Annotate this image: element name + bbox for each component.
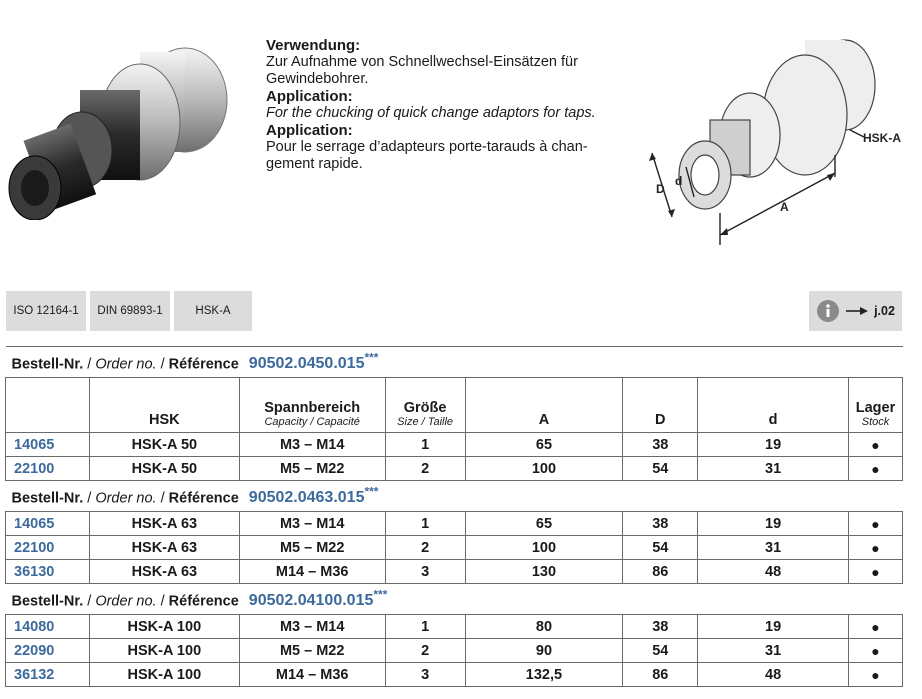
table-row <box>6 512 903 536</box>
cell-capacity: M3 – M14 <box>239 433 385 457</box>
order-label-de: Bestell-Nr. <box>11 356 84 373</box>
norm-badge: HSK-A <box>174 291 252 331</box>
drawing-label-hsk: HSK-A <box>863 131 901 145</box>
table-row <box>6 615 903 639</box>
fr-heading: Application: <box>266 122 353 139</box>
table-row <box>6 663 903 687</box>
fr-line-2: gement rapide. <box>266 156 363 172</box>
cell-article-no[interactable]: 36132 <box>6 663 90 687</box>
cell-d: 31 <box>698 639 849 663</box>
order-number-value: 90502.0463.015 <box>248 489 365 507</box>
group-order-number <box>248 350 379 373</box>
de-line-1: Zur Aufnahme von Schnellwechsel-Einsätzen für <box>266 54 578 70</box>
label-separator: / <box>156 356 169 373</box>
de-heading: Verwendung: <box>266 37 361 54</box>
order-label-fr: Référence <box>168 490 239 507</box>
cell-capacity: M5 – M22 <box>239 536 385 560</box>
technical-drawing <box>630 25 922 250</box>
cell-stock: ● <box>848 560 902 584</box>
cell-stock: ● <box>848 536 902 560</box>
group-order-number <box>248 484 379 507</box>
cell-D: 54 <box>623 536 698 560</box>
order-number-suffix: *** <box>364 484 379 499</box>
cell-stock: ● <box>848 615 902 639</box>
order-number-value: 90502.04100.015 <box>248 592 374 610</box>
header-size <box>385 378 465 433</box>
cell-capacity: M5 – M22 <box>239 639 385 663</box>
cell-a: 130 <box>465 560 623 584</box>
arrow-right-icon <box>846 306 868 316</box>
cell-article-no[interactable]: 22100 <box>6 536 90 560</box>
order-group-header <box>6 347 903 378</box>
table-row <box>6 433 903 457</box>
order-label-fr: Référence <box>168 356 239 373</box>
label-separator: / <box>156 490 169 507</box>
cell-D: 54 <box>623 639 698 663</box>
order-label-de: Bestell-Nr. <box>11 593 84 610</box>
cell-stock: ● <box>848 663 902 687</box>
table-row <box>6 560 903 584</box>
fr-line-1: Pour le serrage d’adapteurs porte-tarauds à chan- <box>266 139 588 155</box>
norm-badges <box>6 291 252 331</box>
label-separator: / <box>83 356 96 373</box>
header-capacity <box>239 378 385 433</box>
cell-a: 65 <box>465 433 623 457</box>
cell-D: 38 <box>623 433 698 457</box>
order-label <box>12 356 239 372</box>
group-order-number <box>248 587 388 610</box>
cell-a: 100 <box>465 457 623 481</box>
cell-d: 48 <box>698 663 849 687</box>
cell-d: 31 <box>698 457 849 481</box>
cell-size: 2 <box>385 536 465 560</box>
cell-capacity: M3 – M14 <box>239 615 385 639</box>
label-separator: / <box>83 490 96 507</box>
cell-d: 19 <box>698 512 849 536</box>
drawing-label-d: d <box>675 174 683 188</box>
cell-size: 3 <box>385 663 465 687</box>
cell-D: 86 <box>623 560 698 584</box>
header-D: D <box>623 378 698 433</box>
order-number-value: 90502.0450.015 <box>248 355 365 373</box>
en-heading: Application: <box>266 88 353 105</box>
cell-stock: ● <box>848 457 902 481</box>
label-separator: / <box>156 593 169 610</box>
header-stock-sub: Stock <box>861 416 890 428</box>
label-separator: / <box>83 593 96 610</box>
cell-capacity: M5 – M22 <box>239 457 385 481</box>
cell-hsk: HSK-A 100 <box>89 639 239 663</box>
header-order-no <box>6 378 90 433</box>
en-text: For the chucking of quick change adaptors for taps. <box>266 105 596 121</box>
info-icon <box>816 299 840 323</box>
cell-size: 1 <box>385 615 465 639</box>
header-size-label: Größe <box>403 400 447 416</box>
cell-a: 100 <box>465 536 623 560</box>
norm-badge: DIN 69893-1 <box>90 291 170 331</box>
cell-D: 38 <box>623 615 698 639</box>
cell-a: 90 <box>465 639 623 663</box>
cell-D: 86 <box>623 663 698 687</box>
order-label-de: Bestell-Nr. <box>11 490 84 507</box>
cell-capacity: M14 – M36 <box>239 560 385 584</box>
cell-article-no[interactable]: 22090 <box>6 639 90 663</box>
cell-d: 48 <box>698 560 849 584</box>
cell-D: 38 <box>623 512 698 536</box>
product-table <box>5 346 903 687</box>
order-label-en: Order no. <box>95 356 157 373</box>
cell-article-no[interactable]: 22100 <box>6 457 90 481</box>
order-group-header <box>6 584 903 615</box>
header-stock <box>848 378 902 433</box>
cell-hsk: HSK-A 100 <box>89 615 239 639</box>
order-label-en: Order no. <box>95 490 157 507</box>
cell-d: 19 <box>698 433 849 457</box>
info-reference[interactable] <box>809 291 902 331</box>
cell-hsk: HSK-A 63 <box>89 560 239 584</box>
cell-stock: ● <box>848 433 902 457</box>
cell-hsk: HSK-A 50 <box>89 457 239 481</box>
cell-d: 31 <box>698 536 849 560</box>
cell-article-no[interactable]: 14080 <box>6 615 90 639</box>
cell-hsk: HSK-A 100 <box>89 663 239 687</box>
order-label-en: Order no. <box>95 593 157 610</box>
header-stock-label: Lager <box>855 400 896 416</box>
info-ref-text: j.02 <box>874 304 895 318</box>
header-size-sub: Size / Taille <box>397 416 454 428</box>
header-capacity-label: Spannbereich <box>264 400 361 416</box>
header-hsk: HSK <box>89 378 239 433</box>
order-label <box>12 593 239 609</box>
table-row <box>6 536 903 560</box>
cell-size: 1 <box>385 512 465 536</box>
cell-article-no[interactable]: 14065 <box>6 512 90 536</box>
de-line-2: Gewindebohrer. <box>266 71 369 87</box>
cell-hsk: HSK-A 50 <box>89 433 239 457</box>
product-photo <box>0 30 235 220</box>
norm-badge: ISO 12164-1 <box>6 291 86 331</box>
cell-hsk: HSK-A 63 <box>89 512 239 536</box>
cell-a: 65 <box>465 512 623 536</box>
header-d: d <box>698 378 849 433</box>
cell-capacity: M3 – M14 <box>239 512 385 536</box>
cell-size: 1 <box>385 433 465 457</box>
cell-stock: ● <box>848 512 902 536</box>
drawing-label-D: D <box>656 182 665 196</box>
cell-size: 2 <box>385 639 465 663</box>
cell-hsk: HSK-A 63 <box>89 536 239 560</box>
order-label-fr: Référence <box>168 593 239 610</box>
cell-capacity: M14 – M36 <box>239 663 385 687</box>
description-block <box>266 37 626 173</box>
order-number-suffix: *** <box>364 350 379 365</box>
order-group-header <box>6 481 903 512</box>
cell-a: 80 <box>465 615 623 639</box>
cell-article-no[interactable]: 36130 <box>6 560 90 584</box>
cell-size: 2 <box>385 457 465 481</box>
order-label <box>12 490 239 506</box>
order-number-suffix: *** <box>373 587 388 602</box>
cell-D: 54 <box>623 457 698 481</box>
table-row <box>6 457 903 481</box>
table-row <box>6 639 903 663</box>
drawing-label-A: A <box>780 200 789 214</box>
cell-d: 19 <box>698 615 849 639</box>
table-header-row <box>6 378 903 433</box>
cell-stock: ● <box>848 639 902 663</box>
cell-article-no[interactable]: 14065 <box>6 433 90 457</box>
header-a: A <box>465 378 623 433</box>
cell-size: 3 <box>385 560 465 584</box>
header-capacity-sub: Capacity / Capacité <box>264 416 360 428</box>
cell-a: 132,5 <box>465 663 623 687</box>
